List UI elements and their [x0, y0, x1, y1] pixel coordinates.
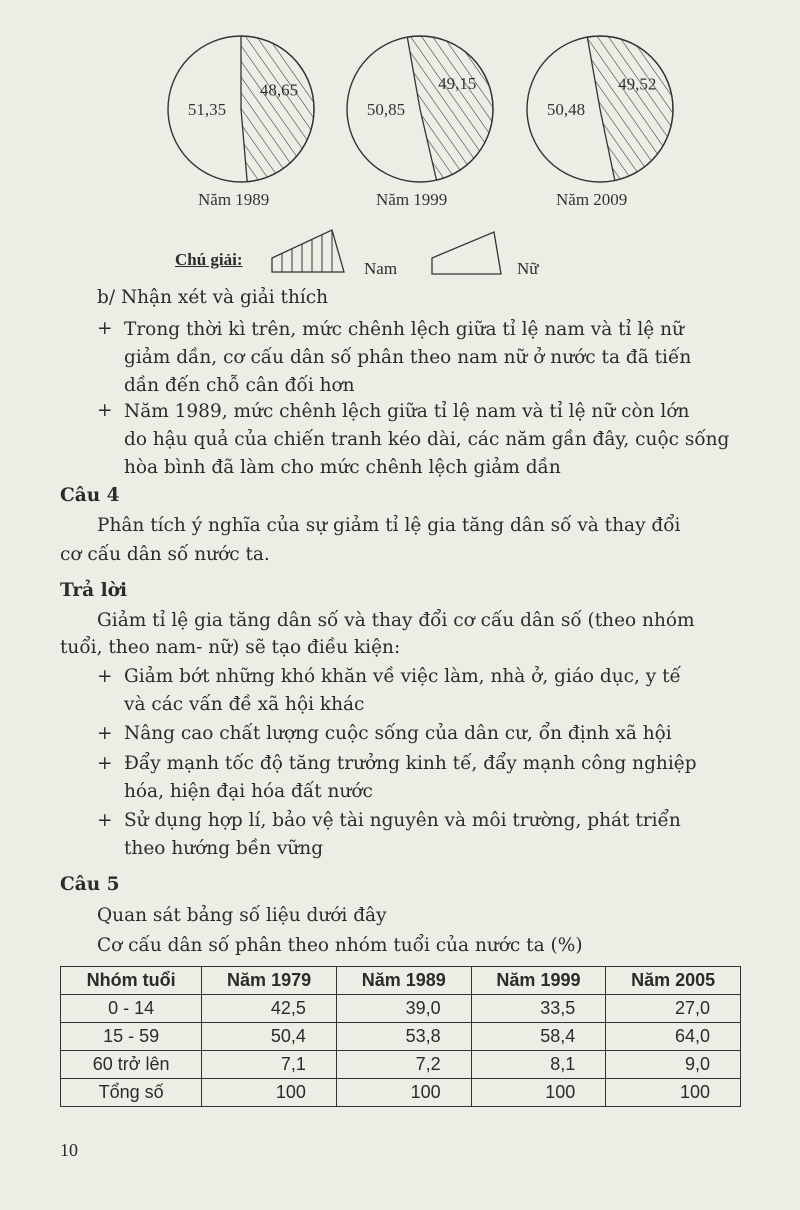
q4-intro-line-1: Giảm tỉ lệ gia tăng dân số và thay đổi cơ cấu dân số (theo nhóm	[97, 610, 695, 631]
table-cell: 7,1	[202, 1051, 337, 1079]
q4-answer-heading: Trả lời	[60, 580, 127, 601]
table-cell: 100	[606, 1079, 741, 1107]
table-header: Nhóm tuổi	[61, 967, 202, 995]
q4-bullet-1: Giảm bớt những khó khăn về việc làm, nhà ở, giáo dục, y tế và các vấn đề xã hội khác	[124, 666, 681, 715]
table-cell: 100	[202, 1079, 337, 1107]
table-cell: 9,0	[606, 1051, 741, 1079]
table-cell: 0 - 14	[61, 995, 202, 1023]
bullet-marker: +	[97, 753, 113, 774]
table-row	[61, 1023, 741, 1051]
table-cell: 27,0	[606, 995, 741, 1023]
pie-caption-2009: Năm 2009	[556, 190, 628, 209]
table-cell: 39,0	[336, 995, 471, 1023]
age-structure-table	[60, 966, 741, 1107]
table-header: Năm 2005	[606, 967, 741, 995]
q5-heading: Câu 5	[60, 874, 120, 895]
q5-line-2: Cơ cấu dân số phân theo nhóm tuổi của nước ta (%)	[97, 935, 583, 956]
table-cell: Tổng số	[61, 1079, 202, 1107]
section-b-heading: b/ Nhận xét và giải thích	[97, 287, 329, 308]
legend-male-label: Nam	[364, 259, 398, 278]
table-cell: 64,0	[606, 1023, 741, 1051]
bullet-marker: +	[97, 666, 113, 687]
legend-male-swatch	[272, 230, 344, 272]
table-header: Năm 1999	[471, 967, 606, 995]
pie-slice-nam	[407, 36, 493, 180]
bullet-marker: +	[97, 723, 113, 744]
legend-female-swatch	[432, 232, 501, 274]
pie-label-nam: 49,15	[438, 74, 477, 94]
q4-question-line-2: cơ cấu dân số nước ta.	[60, 544, 270, 565]
pie-charts	[0, 0, 800, 290]
table-cell: 8,1	[471, 1051, 606, 1079]
table-cell: 100	[336, 1079, 471, 1107]
pie-label-nam: 49,52	[618, 74, 657, 94]
legend-female-label: Nữ	[517, 259, 539, 278]
table-cell: 53,8	[336, 1023, 471, 1051]
table-cell: 33,5	[471, 995, 606, 1023]
section-b-bullet-1: Trong thời kì trên, mức chênh lệch giữa tỉ lệ nam và tỉ lệ nữ giảm dần, cơ cấu dân số phân theo nam nữ ở nước ta đã tiến dần đến chỗ cân đối hơn	[124, 319, 692, 396]
table-cell: 50,4	[202, 1023, 337, 1051]
q4-question-line-1: Phân tích ý nghĩa của sự giảm tỉ lệ gia tăng dân số và thay đổi	[97, 515, 681, 536]
page-number: 10	[60, 1140, 78, 1160]
table-row	[61, 1051, 741, 1079]
table-cell: 42,5	[202, 995, 337, 1023]
q4-bullet-2: Nâng cao chất lượng cuộc sống của dân cư, ổn định xã hội	[124, 723, 672, 744]
pie-label-nam: 48,65	[259, 80, 299, 100]
pie-slice-nam	[587, 36, 673, 180]
table-cell: 60 trở lên	[61, 1051, 202, 1079]
table-row	[61, 995, 741, 1023]
table-cell: 7,2	[336, 1051, 471, 1079]
bullet-marker: +	[97, 810, 113, 831]
pie-label-nu: 50,48	[546, 100, 586, 119]
q5-line-1: Quan sát bảng số liệu dưới đây	[97, 905, 387, 926]
pie-label-nu: 50,85	[366, 100, 406, 119]
table-cell: 15 - 59	[61, 1023, 202, 1051]
table-row	[61, 1079, 741, 1107]
table-header-row	[61, 967, 741, 995]
pie-label-nu: 51,35	[187, 100, 227, 119]
pie-caption-1999: Năm 1999	[376, 190, 448, 209]
table-cell: 58,4	[471, 1023, 606, 1051]
table-cell: 100	[471, 1079, 606, 1107]
bullet-marker: +	[97, 318, 113, 339]
q4-heading: Câu 4	[60, 485, 120, 506]
section-b-bullet-2: Năm 1989, mức chênh lệch giữa tỉ lệ nam và tỉ lệ nữ còn lớn do hậu quả của chiến tranh kéo dài, các năm gần đây, cuộc sống hòa bình đã làm cho mức chênh lệch giảm dần	[124, 401, 730, 478]
table-header: Năm 1979	[202, 967, 337, 995]
bullet-marker: +	[97, 400, 113, 421]
pie-caption-1989: Năm 1989	[198, 190, 270, 209]
q4-bullet-3: Đẩy mạnh tốc độ tăng trưởng kinh tế, đẩy mạnh công nghiệp hóa, hiện đại hóa đất nước	[124, 753, 697, 802]
q4-intro-line-2: tuổi, theo nam- nữ) sẽ tạo điều kiện:	[60, 637, 401, 658]
q4-bullet-4: Sử dụng hợp lí, bảo vệ tài nguyên và môi trường, phát triển theo hướng bền vững	[124, 810, 681, 859]
table-header: Năm 1989	[336, 967, 471, 995]
legend-title: Chú giải:	[175, 250, 243, 269]
pie-slice-nam	[241, 36, 314, 182]
